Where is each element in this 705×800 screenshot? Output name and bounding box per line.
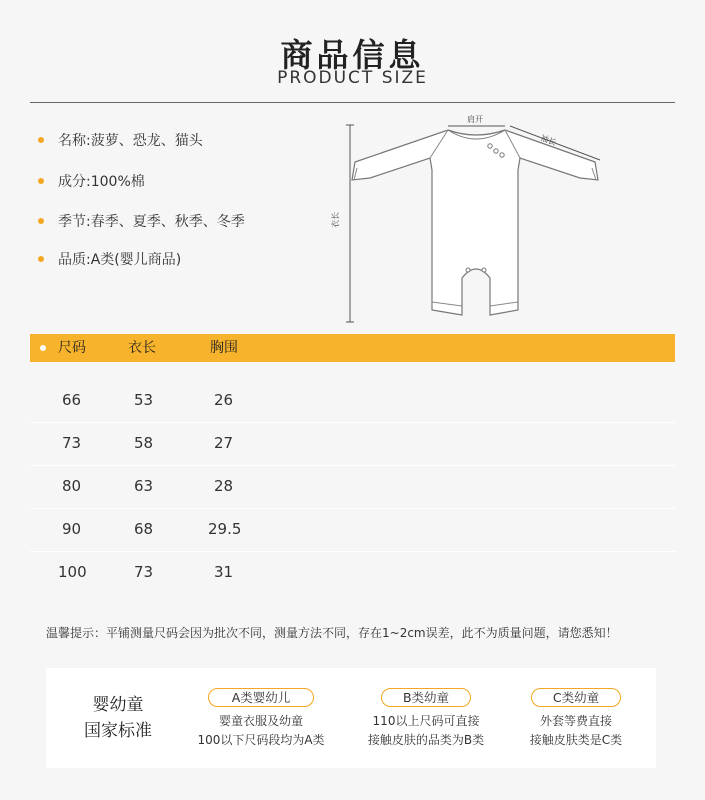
table-row bbox=[30, 508, 675, 551]
cell-size: 100 bbox=[58, 563, 87, 581]
info-item-season bbox=[38, 211, 245, 231]
class-pill: B类幼童 bbox=[381, 688, 471, 707]
class-desc: 婴童衣服及幼童 bbox=[218, 714, 303, 728]
bullet-icon bbox=[40, 345, 46, 351]
bullet-icon bbox=[38, 137, 44, 143]
bullet-icon bbox=[38, 218, 44, 224]
standard-col-b bbox=[356, 688, 496, 750]
cell-chest: 28 bbox=[214, 477, 234, 495]
table-row bbox=[30, 422, 675, 465]
info-item-name bbox=[38, 130, 203, 150]
table-row bbox=[30, 465, 675, 508]
class-desc: 接触皮肤类是C类 bbox=[529, 733, 623, 747]
info-text: 品质:A类(婴儿商品) bbox=[58, 252, 182, 268]
cell-size: 73 bbox=[62, 434, 82, 452]
romper-diagram bbox=[330, 110, 610, 330]
length-label: 衣长 bbox=[331, 212, 340, 228]
bullet-icon bbox=[38, 178, 44, 184]
bullet-icon bbox=[38, 256, 44, 262]
standard-title-line2: 国家标准 bbox=[84, 721, 152, 741]
cell-size: 80 bbox=[62, 477, 82, 495]
standard-title-line1: 婴幼童 bbox=[92, 695, 144, 715]
class-desc: 110以上尺码可直接 bbox=[372, 714, 480, 728]
cell-chest: 29.5 bbox=[208, 520, 242, 538]
sleeve-label: 袖长 bbox=[539, 133, 558, 148]
info-text: 名称:菠萝、恐龙、猫头 bbox=[58, 133, 203, 149]
cell-size: 90 bbox=[62, 520, 82, 538]
standard-panel bbox=[46, 668, 656, 768]
info-item-quality bbox=[38, 249, 181, 269]
cell-chest: 31 bbox=[214, 563, 234, 581]
cell-length: 58 bbox=[134, 434, 154, 452]
standard-col-a bbox=[186, 688, 336, 750]
cell-length: 73 bbox=[134, 563, 154, 581]
header-length: 衣长 bbox=[128, 340, 156, 356]
size-note: 温馨提示：平铺测量尺码会因为批次不同，测量方法不同，存在1~2cm误差，此不为质量问题，请您悉知！ bbox=[46, 626, 618, 640]
standard-col-c bbox=[516, 688, 636, 750]
cell-length: 53 bbox=[134, 391, 154, 409]
cell-chest: 27 bbox=[214, 434, 234, 452]
info-text: 季节:春季、夏季、秋季、冬季 bbox=[58, 214, 245, 230]
standard-title bbox=[68, 692, 168, 744]
page-title: 商品信息 bbox=[280, 36, 425, 74]
class-desc: 100以下尺码段均为A类 bbox=[197, 733, 325, 747]
class-desc: 接触皮肤的品类为B类 bbox=[367, 733, 485, 747]
header-chest: 胸围 bbox=[210, 340, 238, 356]
class-pill: A类婴幼儿 bbox=[208, 688, 314, 707]
header-size: 尺码 bbox=[58, 340, 86, 356]
class-pill: C类幼童 bbox=[531, 688, 621, 707]
size-table-header bbox=[30, 334, 675, 362]
table-row bbox=[30, 551, 675, 594]
class-desc: 外套等费直接 bbox=[539, 714, 612, 728]
info-item-material bbox=[38, 171, 145, 191]
cell-chest: 26 bbox=[214, 391, 234, 409]
page-subtitle: PRODUCT SIZE bbox=[277, 68, 428, 88]
cell-length: 68 bbox=[134, 520, 154, 538]
table-row bbox=[30, 379, 675, 422]
shoulder-label: 肩开 bbox=[467, 115, 483, 124]
cell-size: 66 bbox=[62, 391, 82, 409]
info-text: 成分:100%棉 bbox=[58, 174, 145, 190]
cell-length: 63 bbox=[134, 477, 154, 495]
header-divider bbox=[30, 102, 675, 103]
